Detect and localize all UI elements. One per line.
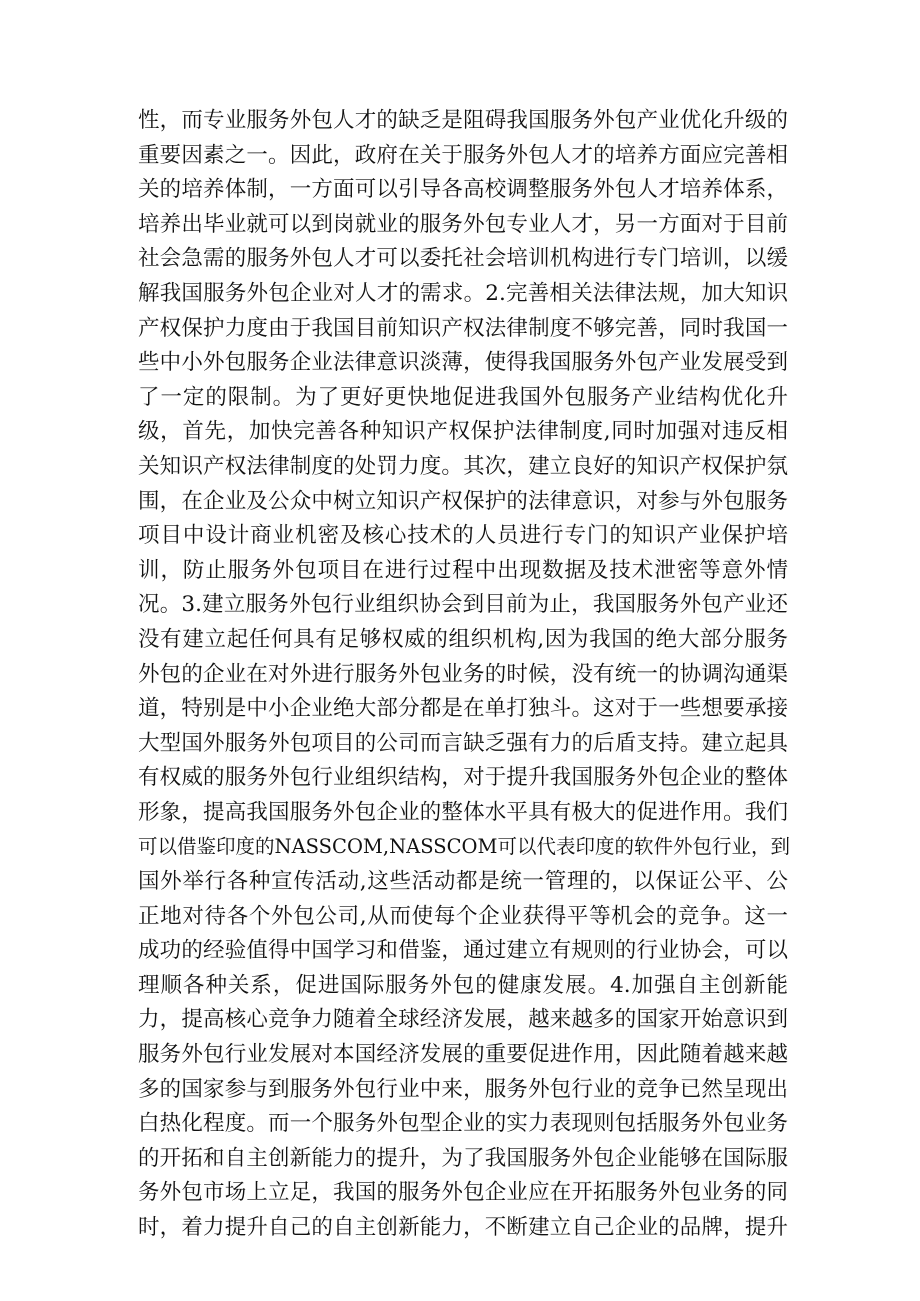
text-line: 培养出毕业就可以到岗就业的服务外包专业人才，另一方面对于目前: [138, 211, 788, 237]
text-line: 多的国家参与到服务外包行业中来，服务外包行业的竞争已然呈现出: [138, 1076, 788, 1102]
text-line: 关的培养体制，一方面可以引导各高校调整服务外包人才培养体系，: [138, 177, 788, 203]
text-line: 国外举行各种宣传活动,这些活动都是统一管理的，以保证公平、公: [138, 869, 788, 895]
text-line: 围，在企业及公众中树立知识产权保护的法律意识，对参与外包服务: [138, 488, 788, 514]
text-line: 重要因素之一。因此，政府在关于服务外包人才的培养方面应完善相: [138, 142, 788, 168]
text-line: 形象，提高我国服务外包企业的整体水平具有极大的促进作用。我们: [138, 799, 788, 825]
text-line: 成功的经验值得中国学习和借鉴，通过建立有规则的行业协会，可以: [138, 938, 788, 964]
text-line: 关知识产权法律制度的处罚力度。其次，建立良好的知识产权保护氛: [138, 453, 788, 479]
text-line: 力，提高核心竞争力随着全球经济发展，越来越多的国家开始意识到: [138, 1007, 788, 1033]
text-line: 级，首先，加快完善各种知识产权保护法律制度,同时加强对违反相: [138, 419, 788, 445]
text-line: 的开拓和自主创新能力的提升，为了我国服务外包企业能够在国际服: [138, 1145, 788, 1171]
text-line: 白热化程度。而一个服务外包型企业的实力表现则包括服务外包业务: [138, 1111, 788, 1137]
text-line: 服务外包行业发展对本国经济发展的重要促进作用，因此随着越来越: [138, 1042, 788, 1068]
text-line: 理顺各种关系，促进国际服务外包的健康发展。4.加强自主创新能: [138, 972, 788, 998]
text-line: 产权保护力度由于我国目前知识产权法律制度不够完善，同时我国一: [138, 315, 788, 341]
text-line: 时，着力提升自己的自主创新能力，不断建立自己企业的品牌，提升: [138, 1215, 788, 1240]
text-line: 况。3.建立服务外包行业组织协会到目前为止，我国服务外包产业还: [138, 592, 788, 618]
text-line: 社会急需的服务外包人才可以委托社会培训机构进行专门培训，以缓: [138, 246, 788, 272]
text-line: 训，防止服务外包项目在进行过程中出现数据及技术泄密等意外情: [138, 557, 788, 583]
text-line: 没有建立起任何具有足够权威的组织机构,因为我国的绝大部分服务: [138, 626, 788, 652]
text-line: 项目中设计商业机密及核心技术的人员进行专门的知识产业保护培: [138, 523, 788, 549]
body-text: [138, 104, 788, 1246]
text-line: 解我国服务外包企业对人才的需求。2.完善相关法律法规，加大知识: [138, 280, 788, 306]
text-line: 有权威的服务外包行业组织结构，对于提升我国服务外包企业的整体: [138, 765, 788, 791]
text-line: 可以借鉴印度的NASSCOM,NASSCOM可以代表印度的软件外包行业，到: [138, 835, 790, 859]
text-line: 大型国外服务外包项目的公司而言缺乏强有力的后盾支持。建立起具: [138, 730, 788, 756]
text-line: 性，而专业服务外包人才的缺乏是阻碍我国服务外包产业优化升级的: [138, 108, 788, 133]
text-line: 了一定的限制。为了更好更快地促进我国外包服务产业结构优化升: [138, 384, 788, 410]
text-line: 道，特别是中小企业绝大部分都是在单打独斗。这对于一些想要承接: [138, 696, 788, 722]
text-line: 外包的企业在对外进行服务外包业务的时候，没有统一的协调沟通渠: [138, 661, 788, 687]
text-line: 正地对待各个外包公司,从而使每个企业获得平等机会的竞争。这一: [138, 903, 788, 929]
text-line: 务外包市场上立足，我国的服务外包企业应在开拓服务外包业务的同: [138, 1180, 788, 1206]
text-line: 些中小外包服务企业法律意识淡薄，使得我国服务外包产业发展受到: [138, 350, 788, 376]
